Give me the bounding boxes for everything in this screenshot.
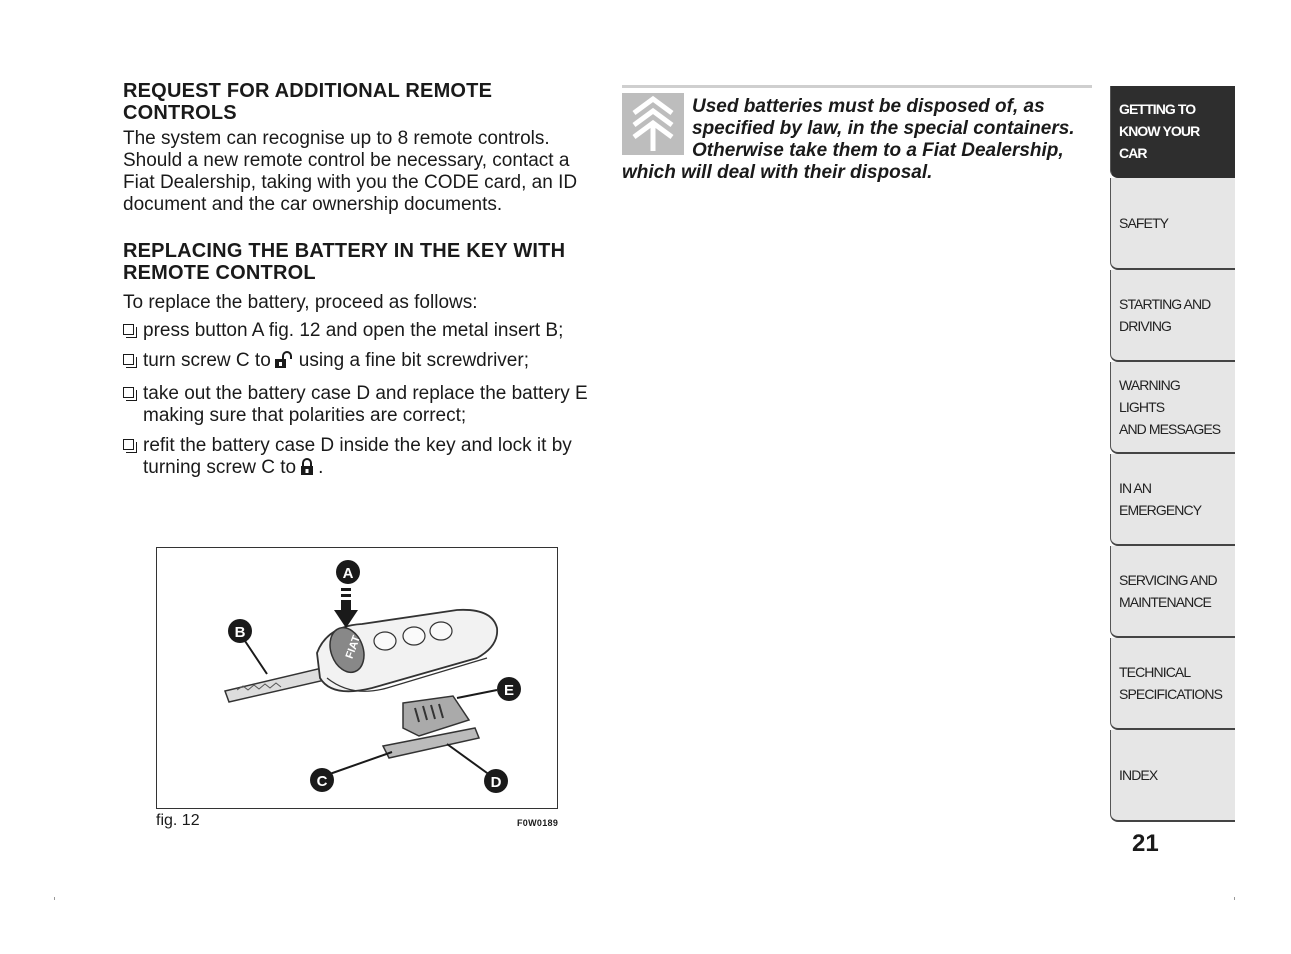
callout-a [336,560,360,584]
crop-mark [1234,897,1235,900]
tab-technical-specifications[interactable]: TECHNICAL SPECIFICATIONS [1110,638,1235,730]
tab-in-an-emergency[interactable]: IN AN EMERGENCY [1110,454,1235,546]
list-item: press button A fig. 12 and open the metal insert B; [123,320,598,342]
tab-safety[interactable]: SAFETY [1110,178,1235,270]
callout-d [484,769,508,793]
checkbox-bullet-icon [123,324,134,335]
svg-text:B: B [234,624,246,641]
svg-text:A: A [342,565,354,582]
checkbox-bullet-icon [123,387,134,398]
chapter-tabs [1110,86,1235,822]
brand-text: FIAT [343,634,364,661]
callout-c [310,768,334,792]
tab-index[interactable]: INDEX [1110,730,1235,822]
battery-intro: To replace the battery, proceed as follows: [123,292,478,313]
section-title-remote-controls: REQUEST FOR ADDITIONAL REMOTE CONTROLS [123,80,493,124]
list-item: refit the battery case D inside the key and lock it by turning screw C to . [123,435,598,482]
tab-servicing[interactable]: SERVICING AND MAINTENANCE [1110,546,1235,638]
note-divider [622,85,1092,88]
key-illustration [157,548,557,808]
left-column [123,80,598,490]
crop-mark [54,897,55,900]
section-title-battery: REPLACING THE BATTERY IN THE KEY WITH REMOTE CONTROL [123,240,566,284]
checkbox-bullet-icon [123,354,134,365]
figure-caption: fig. 12 [156,812,200,829]
tab-starting-and-driving[interactable]: STARTING AND DRIVING [1110,270,1235,362]
unlock-icon [274,351,296,375]
svg-text:C: C [316,773,328,790]
lock-icon [299,458,315,482]
figure-code: F0W0189 [517,818,559,828]
tab-warning-lights[interactable]: WARNING LIGHTS AND MESSAGES [1110,362,1235,454]
svg-text:D: D [490,774,502,791]
callout-b [228,619,252,643]
list-item: take out the battery case D and replace the battery E making sure that polarities are correct; [123,383,598,427]
disposal-note: Used batteries must be disposed of, as specified by law, in the special containers. Otherwise take them to a Fiat Dealership, which will deal with their disposal. [622,96,1075,183]
battery-steps [123,320,598,482]
tab-getting-to-know-your-car[interactable]: GETTING TO KNOW YOUR CAR [1110,86,1235,178]
callout-e [497,677,521,701]
section-body-remote-controls: The system can recognise up to 8 remote controls. Should a new remote control be necessary, contact a Fiat Dealership, taking with you the CODE card, an ID document and the car ownership documents. [123,128,578,215]
list-item: turn screw C to using a fine bit screwdriver; [123,350,598,375]
key-battery-figure [156,547,558,809]
svg-text:E: E [503,682,515,699]
page-number: 21 [1132,830,1159,857]
checkbox-bullet-icon [123,439,134,450]
